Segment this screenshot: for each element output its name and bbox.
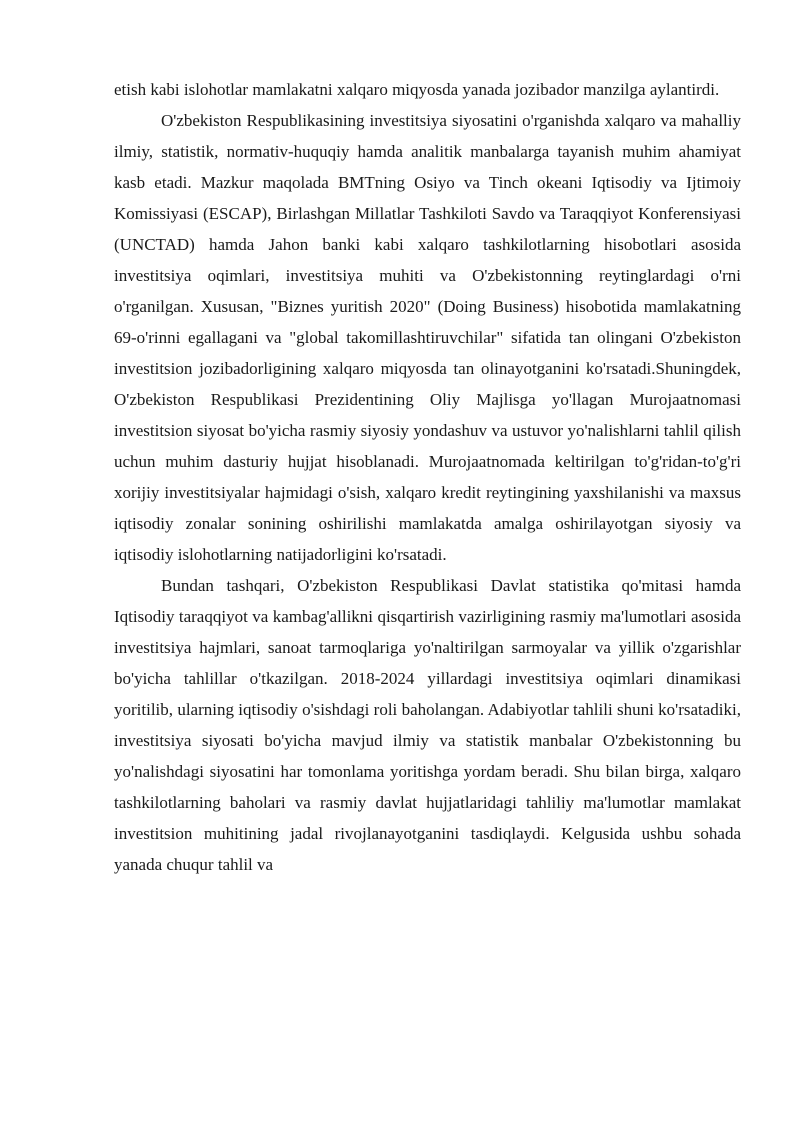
paragraph-literature-sources: O'zbekiston Respublikasining investitsiya siyosatini o'rganishda xalqaro va mahalliy ilmiy, statistik, normativ-huquqiy hamda analitik manbalarga tayanish muhim ahamiyat kasb etadi. Mazkur maqolada BMTning Osiyo va Tinch okeani Iqtisodiy va Ijtimoiy Komissiyasi (ESCAP), Birlashgan Millatlar Tashkiloti Savdo va Taraqqiyot Konferensiyasi (UNCTAD) hamda Jahon banki kabi xalqaro tashkilotlarning hisobotlari asosida investitsiya oqimlari, investitsiya muhiti va O'zbekistonning reytinglardagi o'rni o'rganilgan. Xususan, "Biznes yuritish 2020" (Doing Business) hisobotida mamlakatning 69-o'rinni egallagani va "global takomillashtiruvchilar" sifatida tan olingani O'zbekiston investitsion jozibadorligining xalqaro miqyosda tan olinayotganini ko'rsatadi.Shuningdek, O'zbekiston Respublikasi Prezidentining Oliy Majlisga yo'llagan Murojaatnomasi investitsion siyosat bo'yicha rasmiy siyosiy yondashuv va ustuvor yo'nalishlarni tahlil qilish uchun muhim dasturiy hujjat hisoblanadi. Murojaatnomada keltirilgan to'g'ridan-to'g'ri xorijiy investitsiyalar hajmidagi o'sish, xalqaro kredit reytingining yaxshilanishi va maxsus iqtisodiy zonalar sonining oshirilishi mamlakatda amalga oshirilayotgan siyosiy va iqtisodiy islohotlarning natijadorligini ko'rsatadi.	[114, 111, 741, 564]
document-page	[114, 74, 741, 880]
paragraph-statistics-analysis: Bundan tashqari, O'zbekiston Respublikasi Davlat statistika qo'mitasi hamda Iqtisodiy taraqqiyot va kambag'allikni qisqartirish vazirligining rasmiy ma'lumotlari asosida investitsiya hajmlari, sanoat tarmoqlariga yo'naltirilgan sarmoyalar va yillik o'zgarishlar bo'yicha tahlillar o'tkazilgan. 2018-2024 yillardagi investitsiya oqimlari dinamikasi yoritilib, ularning iqtisodiy o'sishdagi roli baholangan. Adabiyotlar tahlili shuni ko'rsatadiki, investitsiya siyosati bo'yicha mavjud ilmiy va statistik manbalar O'zbekistonning bu yo'nalishdagi siyosatini har tomonlama yoritishga yordam beradi. Shu bilan birga, xalqaro tashkilotlarning baholari va rasmiy davlat hujjatlaridagi tahliliy ma'lumotlar mamlakat investitsion muhitining jadal rivojlanayotganini tasdiqlaydi. Kelgusida ushbu sohada yanada chuqur tahlil va	[114, 576, 741, 874]
paragraph-continuation: etish kabi islohotlar mamlakatni xalqaro miqyosda yanada jozibador manzilga aylantirdi.	[114, 80, 720, 99]
